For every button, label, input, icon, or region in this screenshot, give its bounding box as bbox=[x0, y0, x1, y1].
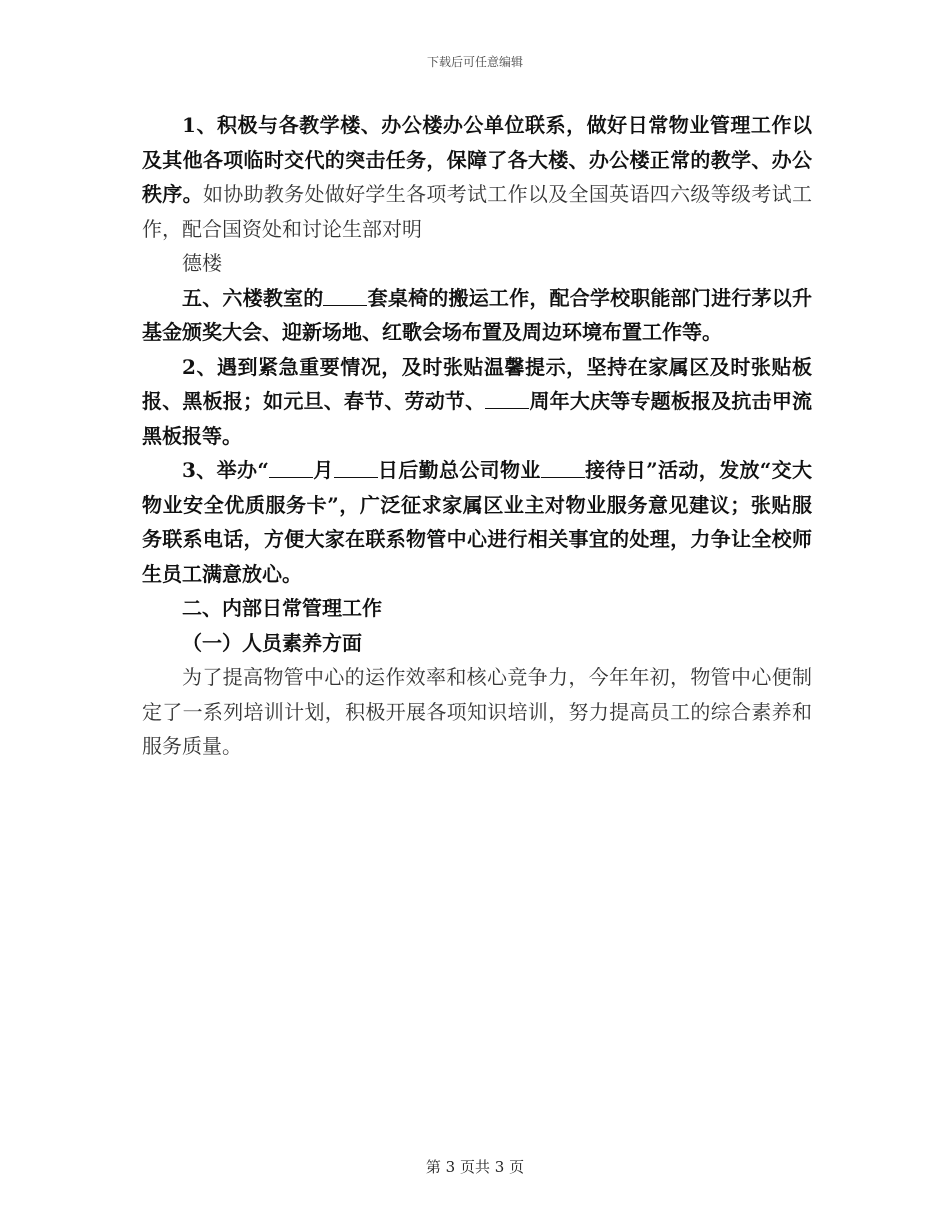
paragraph-furniture-moving bbox=[142, 281, 812, 350]
paragraph-item-1-bold-text: 1、积极与各教学楼、办公楼办公单位联系，做好日常物业管理工作以及其他各项临时交代的突击任务，保障了各大楼、办公楼正常的教学、办公秩序。 bbox=[142, 113, 812, 206]
blank-underline bbox=[269, 459, 313, 478]
blank-underline bbox=[323, 287, 367, 306]
paragraph-item-3-text-d: 接待日”活动，发放“交大物业安全优质服务卡”，广泛征求家属区业主对物业服务意见建议；张贴服务联系电话，方便大家在联系物管中心进行相关事宜的处理，力争让全校师生员工满意放心。 bbox=[142, 458, 813, 586]
paragraph-item-3-text-b: 月 bbox=[312, 458, 334, 482]
paragraph-item-1-regular-text: 如协助教务处做好学生各项考试工作以及全国英语四六级等级考试工作，配合国资处和讨论生部对明 bbox=[142, 182, 812, 241]
paragraph-item-1 bbox=[142, 108, 812, 246]
paragraph-training: 为了提高物管中心的运作效率和核心竞争力，今年年初，物管中心便制定了一系列培训计划，积极开展各项知识培训，努力提高员工的综合素养和服务质量。 bbox=[142, 665, 812, 758]
paragraph-furniture-moving-text-b: 套桌椅的搬运工作，配合学校职能部门进行茅以升基金颁奖大会、迎新场地、红歌会场布置及周边环境布置工作等。 bbox=[142, 285, 813, 344]
page-footer: 第 3 页共 3 页 bbox=[425, 1158, 525, 1176]
paragraph-item-3-text-a: 3、举办“ bbox=[182, 458, 269, 482]
blank-underline bbox=[485, 390, 529, 409]
paragraph-item-2-text-a: 2、遇到紧急重要情况，及时张贴温馨提示，坚持在家属区及时张贴板报、黑板报；如元旦、春节、劳动节、 bbox=[142, 354, 812, 413]
paragraph-item-3 bbox=[142, 453, 812, 591]
section-heading: 二、内部日常管理工作 bbox=[182, 596, 382, 620]
paragraph-item-2-text-b: 周年大庆等专题板报及抗击甲流黑板报等。 bbox=[142, 389, 813, 448]
paragraph-continuation: 德楼 bbox=[182, 251, 222, 275]
paragraph-furniture-moving-text-a: 五、六楼教室的 bbox=[182, 285, 324, 310]
subsection-heading: （一）人员素养方面 bbox=[182, 630, 362, 655]
blank-underline bbox=[541, 459, 585, 478]
paragraph-item-2 bbox=[142, 350, 812, 454]
blank-underline bbox=[334, 459, 378, 478]
paragraph-item-3-text-c: 日后勤总公司物业 bbox=[377, 458, 541, 482]
page-header: 下载后可任意编辑 bbox=[426, 55, 523, 69]
document-body bbox=[142, 108, 812, 764]
